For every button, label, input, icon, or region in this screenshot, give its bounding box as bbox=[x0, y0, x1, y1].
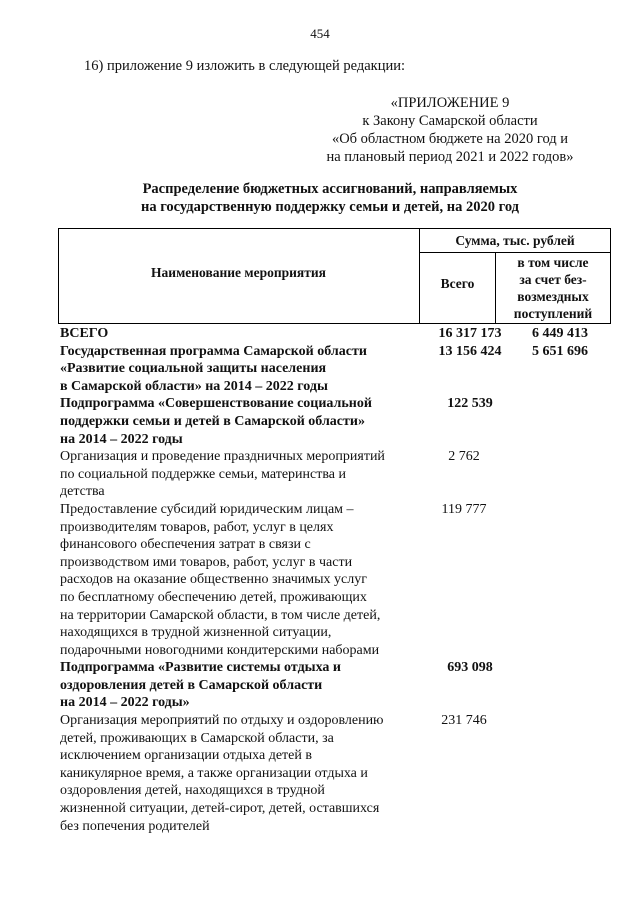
row-name bbox=[60, 395, 415, 448]
title-line: на государственную поддержку семьи и детей, на 2020 год bbox=[140, 199, 520, 215]
row-name-line: подарочными новогодними кондитерскими наборами bbox=[60, 642, 380, 658]
table-row bbox=[60, 395, 610, 448]
row-name-line: находящихся в трудной жизненной ситуации, bbox=[60, 625, 332, 641]
row-total: 16 317 173 bbox=[438, 326, 502, 341]
row-name-line: на 2014 – 2022 годы bbox=[60, 431, 183, 447]
row-name bbox=[60, 325, 415, 343]
row-name bbox=[60, 343, 415, 396]
document-title bbox=[60, 180, 600, 216]
row-name-line: Подпрограмма «Совершенствование социальной bbox=[60, 396, 372, 412]
row-total: 119 777 bbox=[441, 501, 487, 517]
row-total: 2 762 bbox=[448, 449, 480, 465]
appendix-line: «Об областном бюджете на 2020 год и bbox=[331, 131, 569, 147]
table-border-top bbox=[58, 228, 611, 229]
table-border-header-bottom bbox=[58, 323, 611, 324]
row-name-line: финансового обеспечения затрат в связи с bbox=[60, 537, 311, 553]
table-row bbox=[60, 501, 610, 659]
row-name bbox=[60, 501, 415, 659]
row-name bbox=[60, 448, 415, 501]
table-row bbox=[60, 448, 610, 501]
row-name-line: без попечения родителей bbox=[60, 818, 210, 834]
row-name-line: ВСЕГО bbox=[60, 326, 109, 341]
appendix-line: к Закону Самарской области bbox=[362, 113, 538, 129]
row-name-line: поддержки семьи и детей в Самарской области» bbox=[60, 413, 365, 429]
row-name-line: на территории Самарской области, в том числе детей, bbox=[60, 607, 381, 623]
row-name-line: Организация мероприятий по отдыху и оздоровлению bbox=[60, 713, 384, 729]
header-line: возмездных bbox=[517, 289, 589, 304]
table-border-right bbox=[610, 228, 611, 324]
column-header-total: Всего bbox=[440, 276, 475, 291]
row-name-line: Предоставление субсидий юридическим лицам – bbox=[60, 501, 354, 517]
table-border-sum bbox=[419, 252, 611, 253]
row-name-line: по бесплатному обеспечению детей, проживающих bbox=[60, 589, 367, 605]
row-total: 13 156 424 bbox=[438, 343, 502, 359]
row-name-line: Организация и проведение праздничных мероприятий bbox=[60, 449, 385, 465]
table-row bbox=[60, 343, 610, 396]
row-name-line: исключением организации отдыха детей в bbox=[60, 748, 312, 764]
title-line: Распределение бюджетных ассигнований, направляемых bbox=[142, 181, 518, 197]
row-name-line: на 2014 – 2022 годы» bbox=[60, 695, 190, 711]
row-name-line: Подпрограмма «Развитие системы отдыха и bbox=[60, 660, 341, 676]
column-header-nonreturnable bbox=[496, 254, 610, 322]
row-name-line: «Развитие социальной защиты населения bbox=[60, 361, 327, 377]
row-name-line: в Самарской области» на 2014 – 2022 годы bbox=[60, 378, 328, 394]
row-name-line: расходов на оказание общественно значимых услуг bbox=[60, 572, 367, 588]
row-name-line: по социальной поддержке семьи, материнства и bbox=[60, 466, 347, 482]
row-name-line: Государственная программа Самарской области bbox=[60, 343, 367, 359]
table-row bbox=[60, 659, 610, 712]
row-name-line: производством ими товаров, работ, услуг в части bbox=[60, 554, 353, 570]
appendix-line: на плановый период 2021 и 2022 годов» bbox=[326, 149, 574, 165]
row-name bbox=[60, 659, 415, 712]
header-line: в том числе bbox=[517, 255, 589, 270]
header-line: за счет без- bbox=[519, 272, 587, 287]
appendix-header bbox=[300, 94, 600, 166]
row-total: 231 746 bbox=[441, 713, 487, 729]
header-line: поступлений bbox=[513, 306, 593, 321]
intro-text: 16) приложение 9 изложить в следующей редакции: bbox=[84, 58, 406, 74]
column-header-name: Наименование мероприятия bbox=[151, 265, 326, 280]
table-header bbox=[58, 228, 611, 324]
row-total: 693 098 bbox=[447, 660, 493, 676]
table-row bbox=[60, 325, 610, 343]
row-nonreturnable: 5 651 696 bbox=[532, 343, 588, 359]
row-nonreturnable: 6 449 413 bbox=[532, 326, 588, 341]
appendix-line: «ПРИЛОЖЕНИЕ 9 bbox=[390, 95, 510, 111]
row-name-line: каникулярное время, а также организации отдыха и bbox=[60, 765, 368, 781]
table-row bbox=[60, 712, 610, 835]
row-name-line: детства bbox=[60, 484, 105, 500]
page-number: 454 bbox=[310, 26, 330, 41]
row-name-line: оздоровления детей, находящихся в трудной bbox=[60, 783, 325, 799]
row-name-line: производителям товаров, работ, услуг в целях bbox=[60, 519, 334, 535]
column-header-sum: Сумма, тыс. рублей bbox=[455, 233, 575, 248]
row-name-line: детей, проживающих в Самарской области, за bbox=[60, 730, 334, 746]
row-name-line: жизненной ситуации, детей-сирот, детей, оставшихся bbox=[60, 801, 380, 817]
row-name bbox=[60, 712, 415, 835]
table-body bbox=[60, 325, 610, 835]
row-total: 122 539 bbox=[447, 396, 493, 412]
row-name-line: оздоровления детей в Самарской области bbox=[60, 677, 323, 693]
